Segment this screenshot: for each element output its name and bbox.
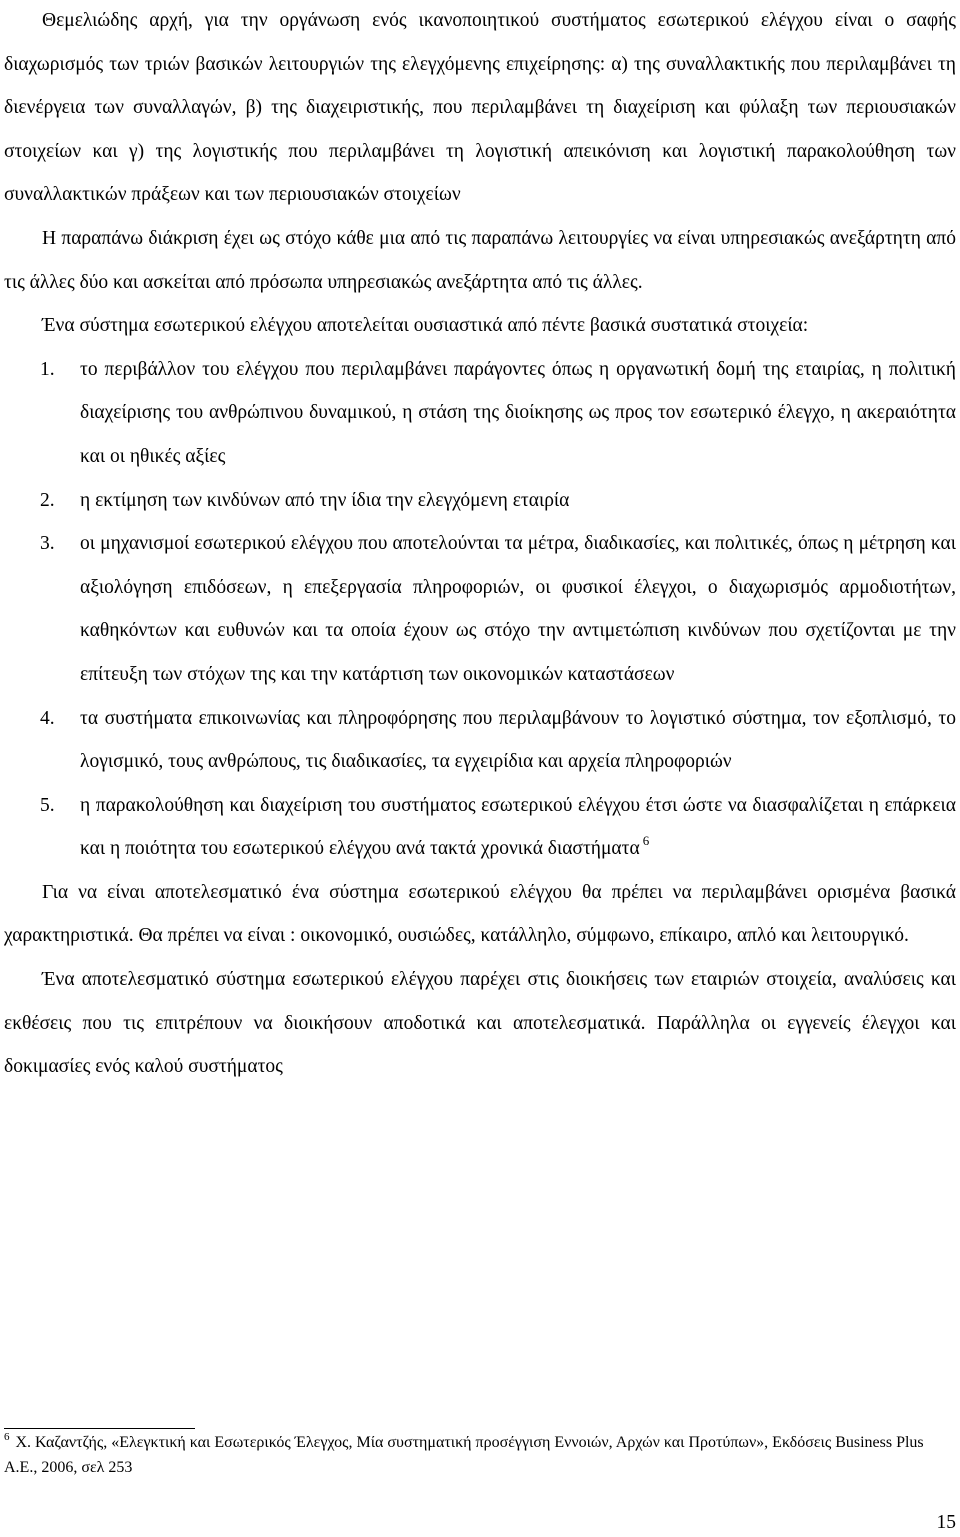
list-item-number: 4. <box>40 707 55 729</box>
list-item-number: 3. <box>40 533 55 555</box>
footnote-text: Χ. Καζαντζής, «Ελεγκτική και Εσωτερικός Έλεγχος, Μία συστηματική προσέγγιση Εννοιών, Αρχών και Προτύπων», Εκδόσεις Business Plus A.E., 2006, σελ 253 <box>4 1434 924 1476</box>
paragraph-characteristics: Για να είναι αποτελεσματικό ένα σύστημα εσωτερικού ελέγχου θα πρέπει να περιλαμβάνει ορισμένα βασικά χαρακτηριστικά. Θα πρέπει να είναι : οικονομικό, ουσιώδες, κατάλληλο, σύμφωνο, επίκαιρο, απλό και λειτουργικό. <box>4 881 956 947</box>
list-item <box>4 348 956 479</box>
list-item-text: η εκτίμηση των κινδύνων από την ίδια την ελεγχόμενη εταιρία <box>80 489 570 511</box>
paragraph-effective-system: Ένα αποτελεσματικό σύστημα εσωτερικού ελέγχου παρέχει στις διοικήσεις των εταιριών στοιχεία, αναλύσεις και εκθέσεις που τις επιτρέπουν να διοικήσουν αποδοτικά και αποτελεσματικά. Παράλληλα οι εγγενείς έλεγχοι και δοκιμασίες ενός καλού συστήματος <box>4 969 956 1078</box>
paragraph-separation-goal: Η παραπάνω διάκριση έχει ως στόχο κάθε μια από τις παραπάνω λειτουργίες να είναι υπηρεσιακώς ανεξάρτητη από τις άλλες δύο και ασκείται από πρόσωπα υπηρεσιακώς ανεξάρτητα από τις άλλες. <box>4 227 956 293</box>
components-list <box>4 348 956 871</box>
list-item <box>4 479 956 523</box>
list-item-number: 1. <box>40 358 55 380</box>
document-page <box>4 0 956 1089</box>
list-item <box>4 784 956 871</box>
list-item <box>4 697 956 784</box>
footnote <box>4 1430 954 1480</box>
list-item <box>4 522 956 696</box>
list-item-number: 5. <box>40 794 55 816</box>
footnote-marker: 6 <box>4 1431 10 1443</box>
footnote-separator <box>4 1428 195 1429</box>
page-number: 15 <box>936 1512 956 1533</box>
paragraph-internal-control-principle: Θεμελιώδης αρχή, για την οργάνωση ενός ικανοποιητικού συστήματος εσωτερικού ελέγχου είναι ο σαφής διαχωρισμός των τριών βασικών λειτουργιών της ελεγχόμενης επιχείρησης: α) της συναλλακτικής που περιλαμβάνει τη διενέργεια των συναλλαγών, β) της διαχειριστικής, που περιλαμβάνει τη διαχείριση και φύλαξη των περιουσιακών στοιχείων και γ) της λογιστικής που περιλαμβάνει τη λογιστική απεικόνιση και λογιστική παρακολούθηση των συναλλακτικών πράξεων και των περιουσιακών στοιχείων <box>4 10 956 206</box>
list-item-text: το περιβάλλον του ελέγχου που περιλαμβάνει παράγοντες όπως η οργανωτική δομή της εταιρίας, η πολιτική διαχείρισης του ανθρώπινου δυναμικού, η στάση της διοίκησης ως προς τον εσωτερικό έλεγχο, η ακεραιότητα και οι ηθικές αξίες <box>80 358 956 467</box>
paragraph-components-intro: Ένα σύστημα εσωτερικού ελέγχου αποτελείται ουσιαστικά από πέντε βασικά συστατικά στοιχεία: <box>42 315 809 337</box>
list-item-text: οι μηχανισμοί εσωτερικού ελέγχου που αποτελούνται τα μέτρα, διαδικασίες, και πολιτικές, όπως η μέτρηση και αξιολόγηση επιδόσεων, η επεξεργασία πληροφοριών, οι φυσικοί έλεγχοι, ο διαχωρισμός αρμοδιοτήτων, καθηκόντων και ευθυνών και τα οποία έχουν ως στόχο την αντιμετώπιση κινδύνων που σχετίζονται με την επίτευξη των στόχων της και την κατάρτιση των οικονομικών καταστάσεων <box>80 533 956 685</box>
footnote-reference[interactable]: 6 <box>642 833 650 849</box>
list-item-text: τα συστήματα επικοινωνίας και πληροφόρησης που περιλαμβάνουν το λογιστικό σύστημα, τον εξοπλισμό, το λογισμικό, τους ανθρώπους, τις διαδικασίες, τα εγχειρίδια και αρχεία πληροφοριών <box>80 707 956 773</box>
list-item-text: η παρακολούθηση και διαχείριση του συστήματος εσωτερικού ελέγχου έτσι ώστε να διασφαλίζεται η επάρκεια και η ποιότητα του εσωτερικού ελέγχου ανά τακτά χρονικά διαστήματα <box>80 794 956 860</box>
list-item-number: 2. <box>40 489 55 511</box>
